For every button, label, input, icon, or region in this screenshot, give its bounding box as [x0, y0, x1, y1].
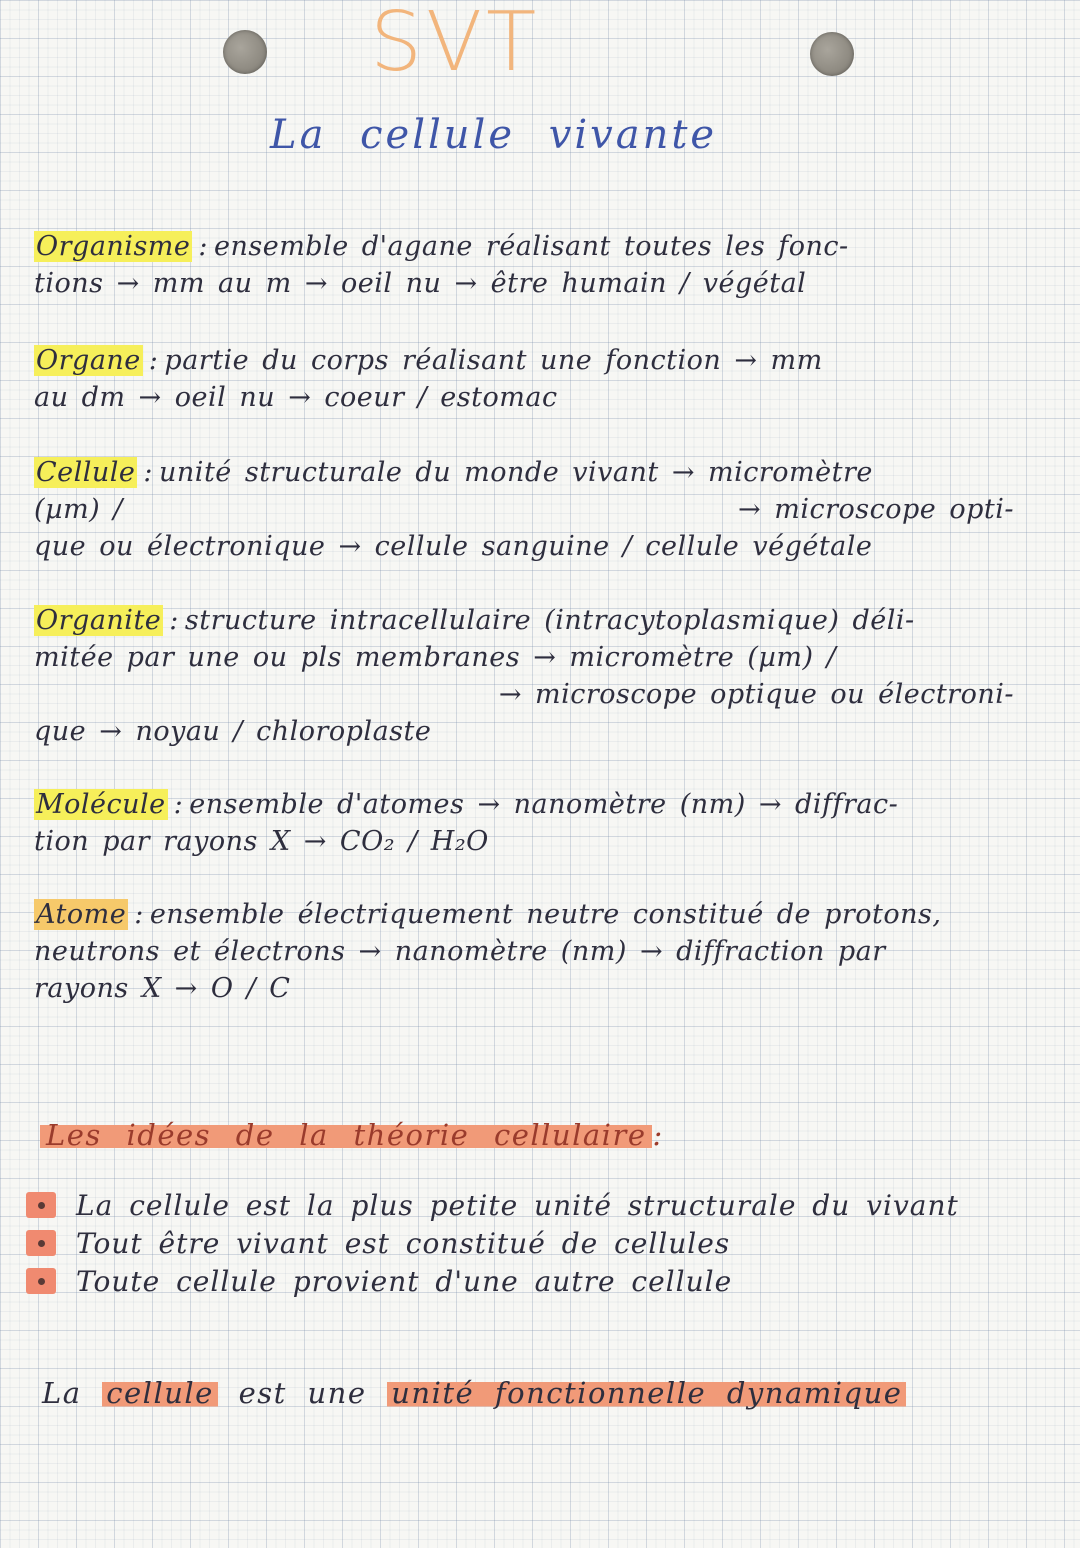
- definition-line: ensemble électriquement neutre constitué de protons,: [149, 899, 942, 930]
- theory-heading-colon: :: [652, 1118, 664, 1152]
- definition-line: tions → mm au m → oeil nu → être humain / végétal: [34, 268, 807, 299]
- theory-list: [26, 1186, 959, 1300]
- definition-organisme: Organisme : ensemble d'agane réalisant toutes les fonc- tions → mm au m → oeil nu → être humain / végétal: [34, 228, 1054, 302]
- definition-atome: Atome : ensemble électriquement neutre constitué de protons, neutrons et électrons → nanomètre (nm) → diffraction par rayons X → O / C: [34, 896, 1054, 1007]
- subject-title: SVT: [370, 0, 541, 90]
- theory-heading: [40, 1118, 664, 1152]
- conclusion-highlight: cellule: [102, 1376, 218, 1410]
- list-item-text: Toute cellule provient d'une autre cellule: [76, 1264, 733, 1298]
- bullet-icon: [26, 1192, 56, 1218]
- definition-cellule: Cellule : unité structurale du monde vivant → micromètre (µm) / → microscope opti- que ou électronique → cellule sanguine / cellule végétale: [34, 454, 1054, 565]
- bullet-icon: [26, 1230, 56, 1256]
- list-item: [26, 1262, 959, 1300]
- conclusion-text: La: [42, 1376, 82, 1410]
- bullet-icon: [26, 1268, 56, 1294]
- definition-line: (µm) /: [34, 494, 123, 525]
- definition-line: rayons X → O / C: [34, 973, 291, 1004]
- binder-hole-left: [223, 30, 267, 74]
- term-label: Molécule: [36, 789, 166, 820]
- term-label: Organite: [36, 605, 162, 636]
- definition-line: au dm → oeil nu → coeur / estomac: [34, 382, 558, 413]
- definition-line: unité structurale du monde vivant → micromètre: [159, 457, 873, 488]
- conclusion-text: est une: [238, 1376, 367, 1410]
- term-label: Cellule: [36, 457, 136, 488]
- definition-line: ensemble d'agane réalisant toutes les fonc-: [214, 231, 849, 262]
- conclusion-highlight: unité fonctionnelle dynamique: [387, 1376, 906, 1410]
- definition-organite: Organite : structure intracellulaire (intracytoplasmique) déli- mitée par une ou pls membranes → micromètre (µm) / → microscope optique ou électroni- que → noyau / chloroplaste: [34, 602, 1054, 750]
- definition-line: → microscope opti-: [738, 494, 1014, 525]
- list-item: [26, 1186, 959, 1224]
- definition-line: → microscope optique ou électroni-: [498, 679, 1014, 710]
- list-item-text: Tout être vivant est constitué de cellules: [76, 1226, 731, 1260]
- binder-hole-right: [810, 32, 854, 76]
- definition-line: mitée par une ou pls membranes → micromètre (µm) /: [34, 642, 837, 673]
- conclusion-sentence: [42, 1376, 906, 1410]
- theory-heading-text: Les idées de la théorie cellulaire: [40, 1118, 652, 1152]
- chapter-title: La cellule vivante: [270, 112, 718, 158]
- term-label: Organisme: [36, 231, 191, 262]
- term-label: Atome: [36, 899, 127, 930]
- definition-line: que → noyau / chloroplaste: [34, 716, 432, 747]
- list-item-text: La cellule est la plus petite unité structurale du vivant: [76, 1188, 959, 1222]
- definition-line: structure intracellulaire (intracytoplasmique) déli-: [184, 605, 915, 636]
- term-label: Organe: [36, 345, 141, 376]
- definition-line: neutrons et électrons → nanomètre (nm) → diffraction par: [34, 936, 886, 967]
- definition-line: ensemble d'atomes → nanomètre (nm) → diffrac-: [189, 789, 899, 820]
- definition-line: partie du corps réalisant une fonction → mm: [164, 345, 823, 376]
- list-item: [26, 1224, 959, 1262]
- definition-line: que ou électronique → cellule sanguine / cellule végétale: [34, 531, 873, 562]
- definition-line: tion par rayons X → CO₂ / H₂O: [34, 826, 489, 857]
- definition-molecule: Molécule : ensemble d'atomes → nanomètre (nm) → diffrac- tion par rayons X → CO₂ / H₂O: [34, 786, 1054, 860]
- definition-organe: Organe : partie du corps réalisant une fonction → mm au dm → oeil nu → coeur / estomac: [34, 342, 1054, 416]
